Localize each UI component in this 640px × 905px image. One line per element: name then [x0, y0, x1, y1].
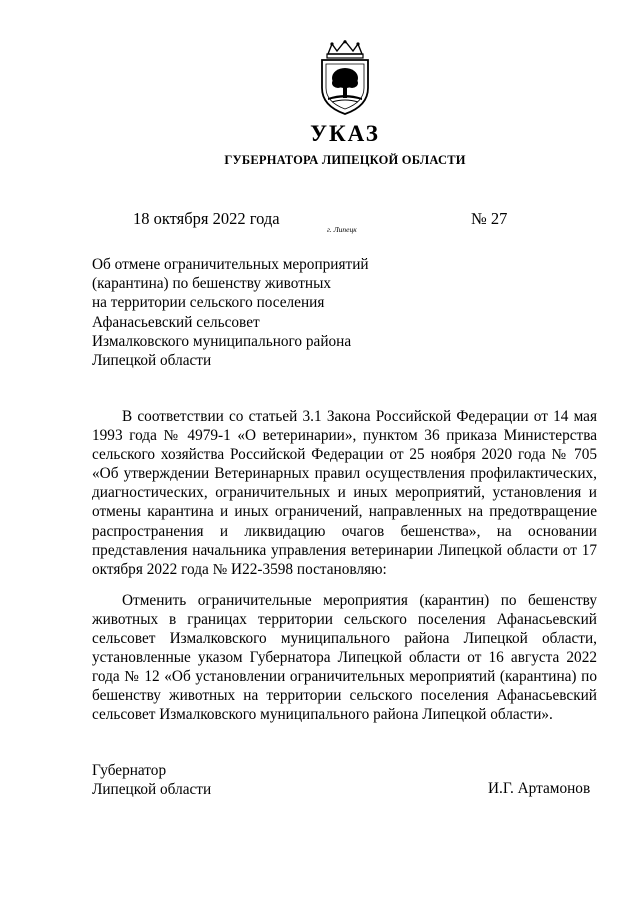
signature-name: И.Г. Артамонов — [488, 780, 591, 797]
signature-position-line: Губернатор — [92, 762, 167, 779]
body-paragraph-decree: Отменить ограничительные мероприятия (карантин) по бешенству животных в границах территории сельского поселения Афанасьевский сельсовет Измалковского муниципального района Липецкой области, установленные указом Губернатора Липецкой области от 16 августа 2022 года № 12 «Об установлении ограничительных мероприятий (карантина) по бешенству животных на территории сельского поселения Афанасьевский сельсовет Измалковского муниципального района Липецкой области». — [92, 591, 597, 724]
subject-line: Липецкой области — [92, 352, 212, 370]
document-body — [92, 407, 597, 737]
subject-line: Измалковского муниципального района — [92, 332, 352, 350]
document-city: г. Липецк — [327, 225, 357, 234]
document-subtitle: ГУБЕРНАТОРА ЛИПЕЦКОЙ ОБЛАСТИ — [224, 153, 466, 167]
document-date: 18 октября 2022 года — [133, 209, 280, 228]
signature-position-line: Липецкой области — [92, 781, 212, 798]
signature-position — [92, 761, 211, 799]
subject-line: (карантина) по бешенству животных — [92, 275, 332, 293]
coat-of-arms-icon — [314, 40, 376, 116]
subject-line: на территории сельского поселения — [92, 294, 325, 312]
subject-line: Афанасьевский сельсовет — [92, 313, 260, 331]
document-number: № 27 — [471, 209, 508, 228]
document-subject — [92, 255, 412, 370]
document-title: УКАЗ — [310, 121, 380, 146]
body-paragraph-preamble: В соответствии со статьей 3.1 Закона Российской Федерации от 14 мая 1993 года № 4979-1 «О ветеринарии», пунктом 36 приказа Министерства сельского хозяйства Российской Федерации от 25 ноября 2020 года № 705 «Об утверждении Ветеринарных правил осуществления профилактических, диагностических, ограничительных и иных мероприятий, установления и отмены карантина и иных ограничений, направленных на предотвращение распространения и ликвидацию очагов бешенства», на основании представления начальника управления ветеринарии Липецкой области от 17 октября 2022 года № И22-3598 постановляю: — [92, 408, 597, 578]
subject-line: Об отмене ограничительных мероприятий — [92, 256, 369, 273]
